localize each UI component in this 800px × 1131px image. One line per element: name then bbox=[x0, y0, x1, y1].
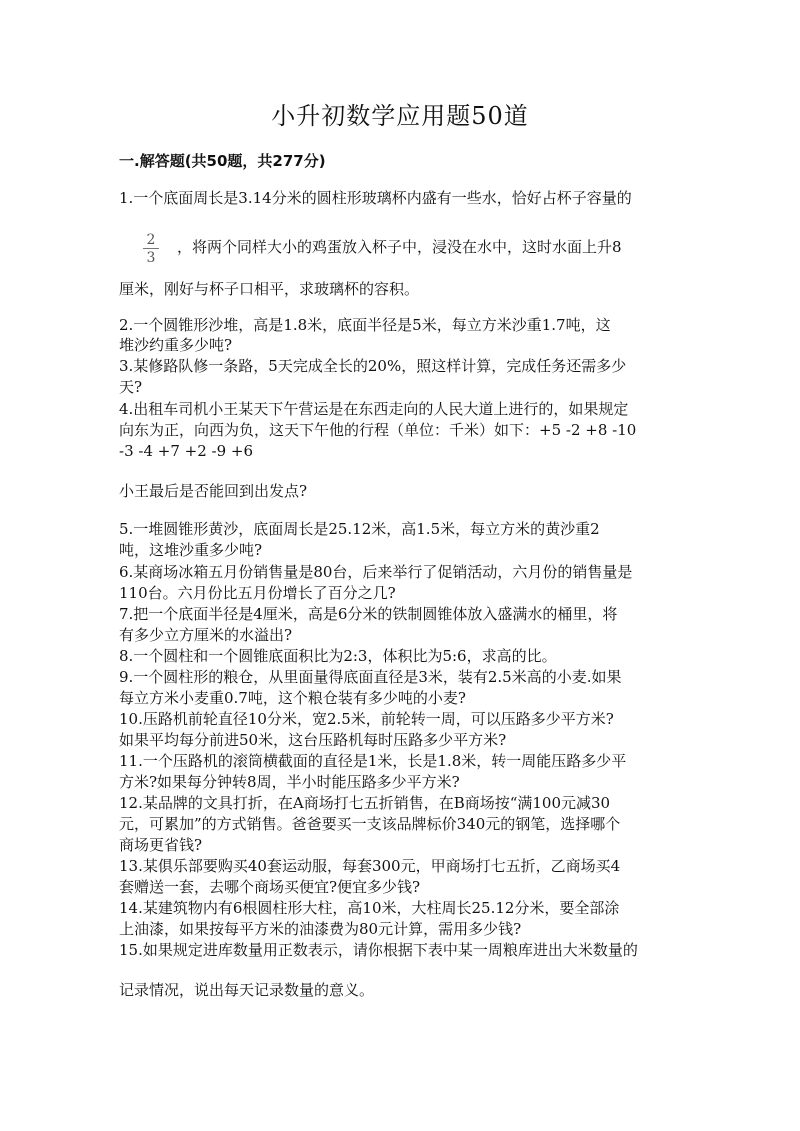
question-13-line-1: 13.某俱乐部要购买40套运动服，每套300元，甲商场打七五折，乙商场买4 bbox=[119, 857, 621, 875]
section-heading: 一.解答题(共50题，共277分) bbox=[119, 152, 326, 170]
question-14-line-1: 14.某建筑物内有6根圆柱形大柱，高10米，大柱周长25.12分米，要全部涂 bbox=[119, 899, 620, 917]
question-12-line-3: 商场更省钱? bbox=[119, 836, 203, 854]
question-6-line-2: 110台。六月份比五月份增长了百分之几? bbox=[119, 584, 396, 602]
question-1-line-1: 1.一个底面周长是3.14分米的圆柱形玻璃杯内盛有一些水，恰好占杯子容量的 bbox=[119, 189, 632, 207]
question-1-line-2: ，将两个同样大小的鸡蛋放入杯子中，浸没在水中，这时水面上升8 bbox=[177, 238, 622, 256]
question-10-line-2: 如果平均每分前进50米，这台压路机每时压路多少平方米? bbox=[119, 731, 507, 749]
question-9-line-2: 每立方米小麦重0.7吨，这个粮仓装有多少吨的小麦? bbox=[119, 689, 466, 707]
question-5-line-1: 5.一堆圆锥形黄沙，底面周长是25.12米，高1.5米，每立方米的黄沙重2 bbox=[119, 520, 600, 538]
question-11-line-2: 方米?如果每分钟转8周，半小时能压路多少平方米? bbox=[119, 773, 460, 791]
question-15-line-2: 记录情况，说出每天记录数量的意义。 bbox=[119, 981, 375, 999]
question-4-line-1: 4.出租车司机小王某天下午营运是在东西走向的人民大道上进行的，如果规定 bbox=[119, 400, 629, 418]
question-8-line-1: 8.一个圆柱和一个圆锥底面积比为2:3，体积比为5:6，求高的比。 bbox=[119, 647, 557, 665]
question-12-line-1: 12.某品牌的文具打折，在A商场打七五折销售，在B商场按“满100元减30 bbox=[119, 794, 611, 812]
question-14-line-2: 上油漆，如果按每平方米的油漆费为80元计算，需用多少钱? bbox=[119, 920, 522, 938]
question-11-line-1: 11.一个压路机的滚筒横截面的直径是1米，长是1.8米，转一周能压路多少平 bbox=[119, 752, 627, 770]
question-2-line-2: 堆沙约重多少吨? bbox=[119, 336, 233, 354]
question-3-line-2: 天? bbox=[119, 378, 143, 396]
question-7-line-1: 7.把一个底面半径是4厘米，高是6分米的铁制圆锥体放入盛满水的桶里，将 bbox=[119, 605, 618, 623]
question-4-line-2: 向东为正，向西为负，这天下午他的行程（单位：千米）如下：+5 -2 +8 -10 bbox=[119, 421, 637, 439]
question-13-line-2: 套赠送一套，去哪个商场买便宜?便宜多少钱? bbox=[119, 878, 421, 896]
question-12-line-2: 元，可累加”的方式销售。爸爸要买一支该品牌标价340元的钢笔，选择哪个 bbox=[119, 815, 621, 833]
question-10-line-1: 10.压路机前轮直径10分米，宽2.5米，前轮转一周，可以压路多少平方米? bbox=[119, 710, 614, 728]
question-2-line-1: 2.一个圆锥形沙堆，高是1.8米，底面半径是5米，每立方米沙重1.7吨，这 bbox=[119, 316, 611, 334]
question-4-line-3: -3 -4 +7 +2 -9 +6 bbox=[119, 442, 254, 460]
question-7-line-2: 有多少立方厘米的水溢出? bbox=[119, 626, 293, 644]
page-title: 小升初数学应用题50道 bbox=[271, 102, 529, 130]
question-15-line-1: 15.如果规定进库数量用正数表示，请你根据下表中某一周粮库进出大米数量的 bbox=[119, 941, 638, 959]
fraction-denominator: 3 bbox=[146, 250, 156, 266]
fraction-two-thirds bbox=[143, 233, 159, 265]
question-3-line-1: 3.某修路队修一条路，5天完成全长的20%，照这样计算，完成任务还需多少 bbox=[119, 357, 627, 375]
question-9-line-1: 9.一个圆柱形的粮仓，从里面量得底面直径是3米，装有2.5米高的小麦.如果 bbox=[119, 668, 622, 686]
question-1-line-3: 厘米，刚好与杯子口相平，求玻璃杯的容积。 bbox=[119, 280, 420, 298]
fraction-numerator: 2 bbox=[146, 232, 156, 248]
question-6-line-1: 6.某商场冰箱五月份销售量是80台，后来举行了促销活动，六月份的销售量是 bbox=[119, 563, 633, 581]
question-5-line-2: 吨，这堆沙重多少吨? bbox=[119, 541, 263, 559]
question-4-line-4: 小王最后是否能回到出发点? bbox=[119, 482, 308, 500]
fraction-bar bbox=[143, 248, 159, 249]
